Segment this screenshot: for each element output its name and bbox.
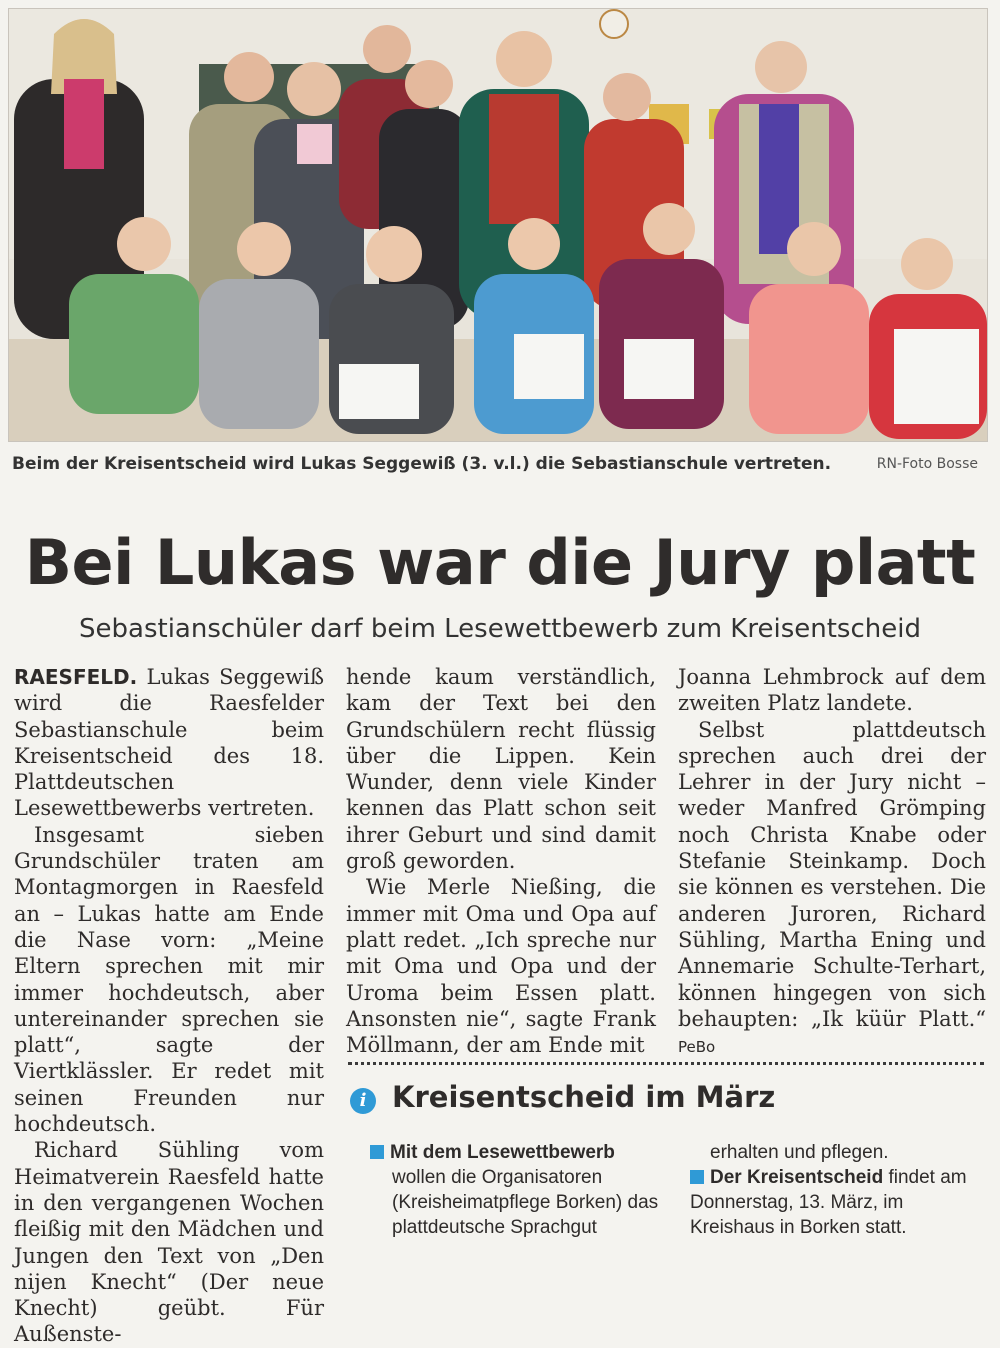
photo-credit: RN-Foto Bosse [876, 456, 978, 472]
article-paragraph [14, 664, 324, 822]
article-column-1 [14, 664, 324, 1348]
divider [348, 1062, 984, 1065]
infobox-item-text: findet am Donnerstag, 13. März, im Kreishaus in Borken statt. [690, 1167, 967, 1238]
caption-text: Beim der Kreisentscheid wird Lukas Seggewiß (3. v.l.) die Sebastianschule vertreten. [12, 454, 832, 474]
group-photo-illustration [9, 9, 987, 441]
infobox-item-text: wollen die Organisatoren (Kreisheimatpflege Borken) das plattdeutsche Sprachgut [392, 1167, 659, 1238]
photo-caption [12, 454, 988, 482]
article-column-3 [678, 664, 986, 1057]
headline: Bei Lukas war die Jury platt [24, 526, 976, 599]
article-paragraph: Insgesamt sieben Grundschüler traten am Montagmorgen in Raesfeld an – Lukas hatte am Ende die Nase vorn: „Meine Eltern sprechen mit mir immer hochdeutsch, aber untereinander sprechen sie platt“, sagte der Viertklässler. Er redet mit seinen Freunden nur hochdeutsch. [14, 822, 324, 1137]
infobox-column-1 [370, 1140, 680, 1240]
article-paragraph: hende kaum verständlich, kam der Text bei den Grundschülern recht flüssig über die Lippen. Kein Wunder, denn viele Kinder kennen das Platt schon seit ihrer Geburt und sind damit groß geworden. [346, 665, 656, 874]
infobox-column-2 [690, 1140, 990, 1240]
article-paragraph: Wie Merle Nießing, die immer mit Oma und Opa auf platt redet. „Ich spreche nur mit Oma und Opa und der Uroma beim Essen platt. Ansonsten nie“, sagte Frank Möllmann, der am Ende mit [346, 875, 656, 1058]
infobox-item-lead: Der Kreisentscheid [710, 1167, 884, 1188]
info-icon: i [350, 1088, 376, 1114]
author-initials: PeBo [678, 1038, 716, 1057]
paragraph-text: Lukas Seggewiß wird die Raesfelder Sebastianschule beim Kreisentscheid des 18. Plattdeutschen Lesewettbewerbs vertreten. [14, 665, 324, 821]
subheadline: Sebastianschüler darf beim Lesewettbewerb zum Kreisentscheid [79, 614, 921, 644]
article-paragraph: Richard Sühling vom Heimatverein Raesfeld hatte in den vergangenen Wochen fleißig mit den Mädchen und Jungen den Text von „Den nijen Knecht“ (Der neue Knecht) geübt. Für Außenste- [14, 1138, 324, 1347]
infobox-title: Kreisentscheid im März [392, 1080, 776, 1114]
infobox-item-continuation: erhalten und pflegen. [710, 1142, 889, 1163]
bullet-square-icon [370, 1145, 384, 1159]
infobox-item-lead: Mit dem Lesewettbewerb [390, 1142, 615, 1163]
bullet-square-icon [690, 1170, 704, 1184]
article-paragraph: Joanna Lehmbrock auf dem zweiten Platz landete. [678, 665, 986, 716]
group-photo [8, 8, 988, 442]
dateline: RAESFELD. [14, 665, 138, 689]
paragraph-text: Selbst plattdeutsch sprechen auch drei der Lehrer in der Jury nicht – weder Manfred Grömping noch Christa Knabe oder Stefanie Steinkamp. Doch sie können es verstehen. Die anderen Juroren, Richard Sühling, Martha Ening und Annemarie Schulte-Terhart, können hingegen von sich behaupten: „Ik küür Platt.“ [678, 717, 986, 1031]
article-column-2 [346, 664, 656, 1058]
article-paragraph [678, 717, 986, 1061]
